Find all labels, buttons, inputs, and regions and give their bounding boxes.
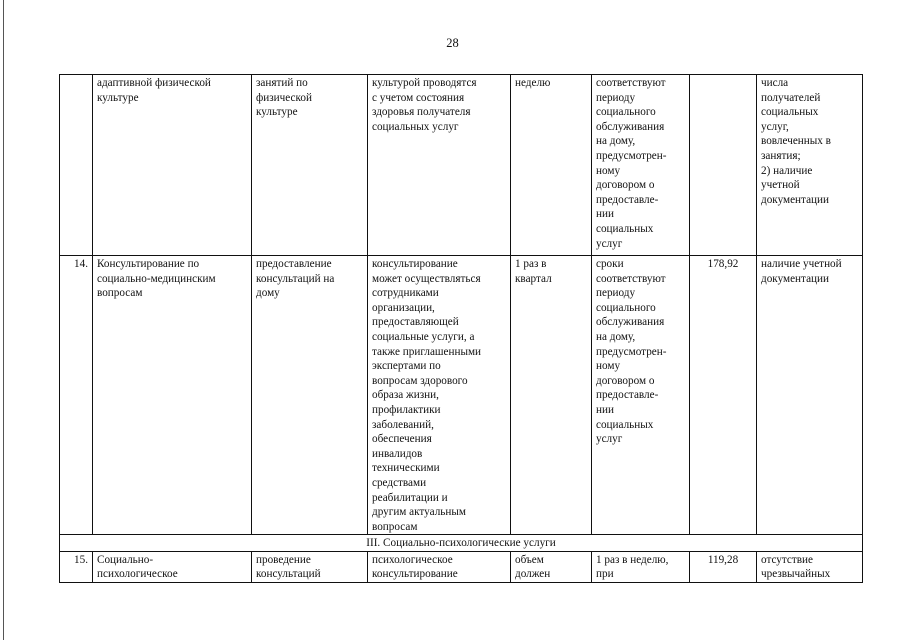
service-terms: сроки соответствуют периоду социального обслуживания на дому, предусмотрен- ному договором о предоставле- нии социальных услуг [592,256,690,535]
service-frequency: 1 раз в квартал [511,256,592,535]
quality-criteria: отсутствие чрезвычайных [757,551,863,582]
service-price [690,75,757,256]
service-description: психологическое консультирование [368,551,511,582]
service-name: Консультирование по социально-медицинским вопросам [93,256,252,535]
service-terms: соответствуют периоду социального обслуживания на дому, предусмотрен- ному договором о предоставле- нии социальных услуг [592,75,690,256]
service-terms: 1 раз в неделю, при [592,551,690,582]
service-content: предоставление консультаций на дому [252,256,368,535]
service-name: адаптивной физической культуре [93,75,252,256]
page-number: 28 [446,36,459,50]
row-number [60,75,93,256]
service-frequency: объем должен [511,551,592,582]
row-number: 14. [60,256,93,535]
service-description: консультирование может осуществляться сотрудниками организации, предоставляющей социальные услуги, а также приглашенными экспертами по вопросам здорового образа жизни, профилактики заболеваний, обеспечения инвалидов техническими средствами реабилитации и другим актуальным вопросам [368,256,511,535]
quality-criteria: числа получателей социальных услуг, вовлеченных в занятия; 2) наличие учетной документации [757,75,863,256]
services-table [59,74,863,583]
service-content: занятий по физической культуре [252,75,368,256]
service-description: культурой проводятся с учетом состояния здоровья получателя социальных услуг [368,75,511,256]
service-frequency: неделю [511,75,592,256]
table-row [60,256,863,535]
table-row [60,75,863,256]
quality-criteria: наличие учетной документации [757,256,863,535]
row-number: 15. [60,551,93,582]
service-content: проведение консультаций [252,551,368,582]
service-name: Социально- психологическое [93,551,252,582]
page-edge-line [3,0,4,640]
service-price: 119,28 [690,551,757,582]
table-row [60,551,863,582]
section-row [60,535,863,552]
section-title: III. Социально-психологические услуги [60,535,863,552]
service-price: 178,92 [690,256,757,535]
